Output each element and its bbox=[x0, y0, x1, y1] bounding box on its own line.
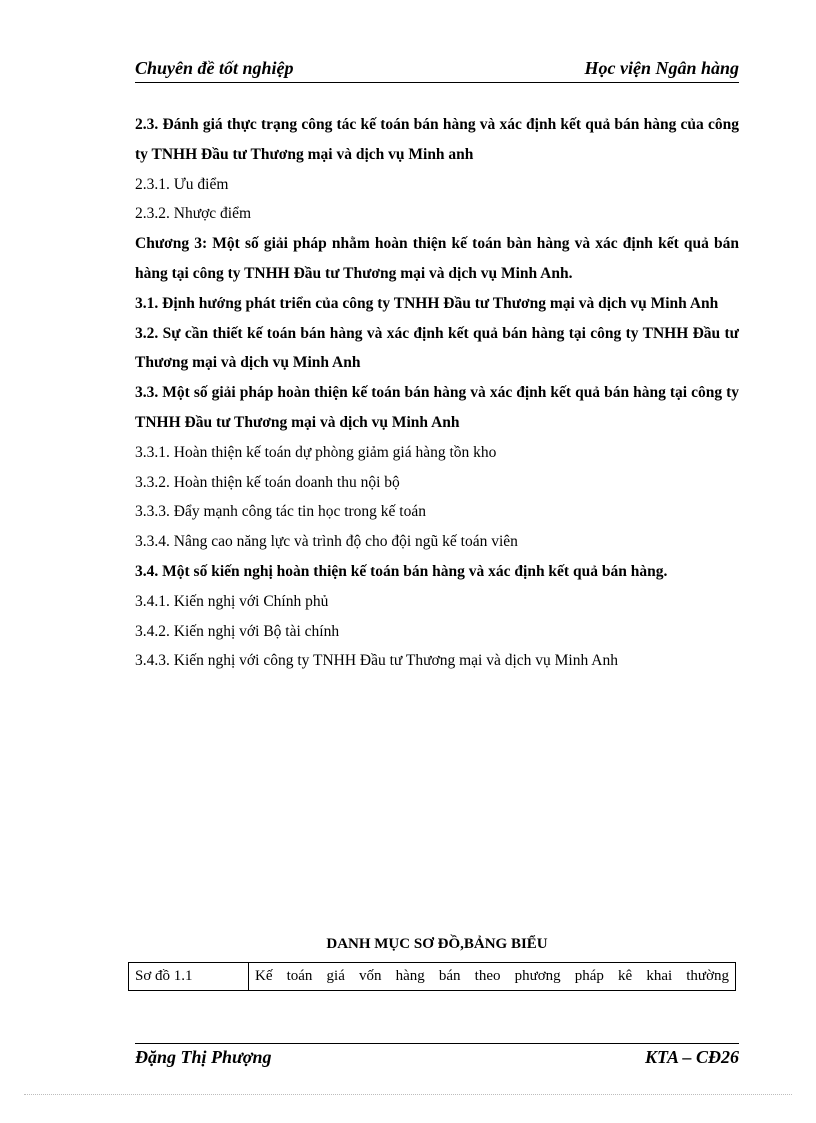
toc-entry: 3.4. Một số kiến nghị hoàn thiện kế toán bán hàng và xác định kết quả bán hàng. bbox=[135, 562, 668, 580]
table-row bbox=[129, 963, 736, 991]
table-of-contents bbox=[135, 110, 739, 676]
header-right-title: Học viện Ngân hàng bbox=[584, 58, 739, 78]
toc-entry: Chương 3: Một số giải pháp nhằm hoàn thiện kế toán bàn hàng và xác định kết quả bán hàng tại công ty TNHH Đầu tư Thương mại và dịch vụ Minh Anh. bbox=[135, 235, 739, 282]
toc-entry: 3.4.1. Kiến nghị với Chính phủ bbox=[135, 592, 329, 610]
toc-entry: 2.3.2. Nhược điểm bbox=[135, 205, 252, 223]
page-header bbox=[135, 58, 739, 83]
figure-label-cell: Sơ đồ 1.1 bbox=[129, 963, 249, 991]
toc-entry: 3.2. Sự cần thiết kế toán bán hàng và xác định kết quả bán hàng tại công ty TNHH Đầu tư Thương mại và dịch vụ Minh Anh bbox=[135, 324, 739, 372]
toc-entry: 3.3. Một số giải pháp hoàn thiện kế toán bán hàng và xác định kết quả bán hàng tại công ty TNHH Đầu tư Thương mại và dịch vụ Minh Anh bbox=[135, 384, 739, 431]
figure-description-cell: Kế toán giá vốn hàng bán theo phương pháp kê khai thường bbox=[249, 963, 736, 991]
header-left-title: Chuyên đề tốt nghiệp bbox=[135, 58, 294, 78]
figure-list-table bbox=[128, 962, 736, 991]
toc-entry: 2.3.1. Ưu điểm bbox=[135, 175, 229, 193]
figure-list-title: DANH MỤC SƠ ĐỒ,BẢNG BIỂU bbox=[326, 936, 548, 952]
page-footer bbox=[135, 1043, 739, 1070]
toc-entry: 3.3.4. Nâng cao năng lực và trình độ cho đội ngũ kế toán viên bbox=[135, 533, 518, 551]
toc-entry: 3.3.1. Hoàn thiện kế toán dự phòng giảm giá hàng tồn kho bbox=[135, 443, 497, 461]
toc-entry: 3.1. Định hướng phát triển của công ty TNHH Đầu tư Thương mại và dịch vụ Minh Anh bbox=[135, 294, 719, 312]
footer-class-code: KTA – CĐ26 bbox=[644, 1047, 739, 1067]
toc-entry: 3.4.3. Kiến nghị với công ty TNHH Đầu tư Thương mại và dịch vụ Minh Anh bbox=[135, 652, 618, 670]
toc-entry: 3.4.2. Kiến nghị với Bộ tài chính bbox=[135, 622, 340, 640]
toc-entry: 3.3.2. Hoàn thiện kế toán doanh thu nội bộ bbox=[135, 473, 400, 491]
footer-author: Đặng Thị Phượng bbox=[135, 1047, 272, 1067]
toc-entry: 3.3.3. Đẩy mạnh công tác tin học trong kế toán bbox=[135, 503, 426, 521]
page-bottom-edge bbox=[24, 1094, 792, 1095]
toc-entry: 2.3. Đánh giá thực trạng công tác kế toán bán hàng và xác định kết quả bán hàng của công ty TNHH Đầu tư Thương mại và dịch vụ Minh anh bbox=[135, 116, 739, 163]
